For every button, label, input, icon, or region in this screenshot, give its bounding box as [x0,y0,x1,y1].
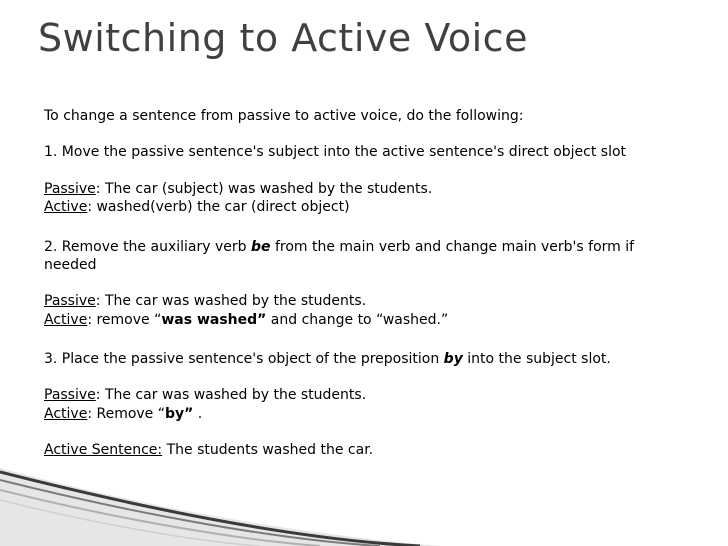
active-label: Active [44,312,88,328]
passive-label: Passive [44,387,96,403]
step-2-emphasis: be [250,239,271,255]
active-example-bold: was washed” [161,312,267,328]
passive-label: Passive [44,293,96,309]
passive-example-text: : The car was washed by the students. [95,387,367,403]
step-3-text-before: 3. Place the passive sentence's object of the preposition [44,351,444,367]
step-3-active-example [44,405,202,423]
step-2-text [44,238,684,274]
passive-label: Passive [44,181,96,197]
active-example-pre: : remove “ [87,312,162,328]
step-1-active-example [44,198,350,216]
step-2-passive-example [44,292,366,310]
active-example-pre: : Remove “ [87,406,165,422]
slide-title: Switching to Active Voice [38,16,528,60]
step-3-passive-example [44,386,366,404]
step-1-text: 1. Move the passive sentence's subject into the active sentence's direct object slot [44,144,627,160]
step-2-text-before: 2. Remove the auxiliary verb [44,239,251,255]
step-3-text [44,350,611,368]
result-text: The students washed the car. [162,442,374,458]
intro-text: To change a sentence from passive to active voice, do the following: [44,108,524,124]
step-2-active-example [44,311,448,329]
step-3-text-after: into the subject slot. [462,351,611,367]
active-example-post: . [193,406,203,422]
active-example-post: and change to “washed.” [266,312,449,328]
step-3-emphasis: by [443,351,463,367]
result-label: Active Sentence: [44,442,163,458]
passive-example-text: : The car was washed by the students. [95,293,367,309]
result-sentence [44,441,373,459]
step-2-text-after: from the main verb and change main verb's form if needed [44,239,635,273]
passive-example-text: : The car (subject) was washed by the students. [95,181,433,197]
active-label: Active [44,406,88,422]
active-example-bold: by” [165,406,194,422]
active-label: Active [44,199,88,215]
step-1-passive-example [44,180,432,198]
active-example-text: : washed(verb) the car (direct object) [87,199,350,215]
